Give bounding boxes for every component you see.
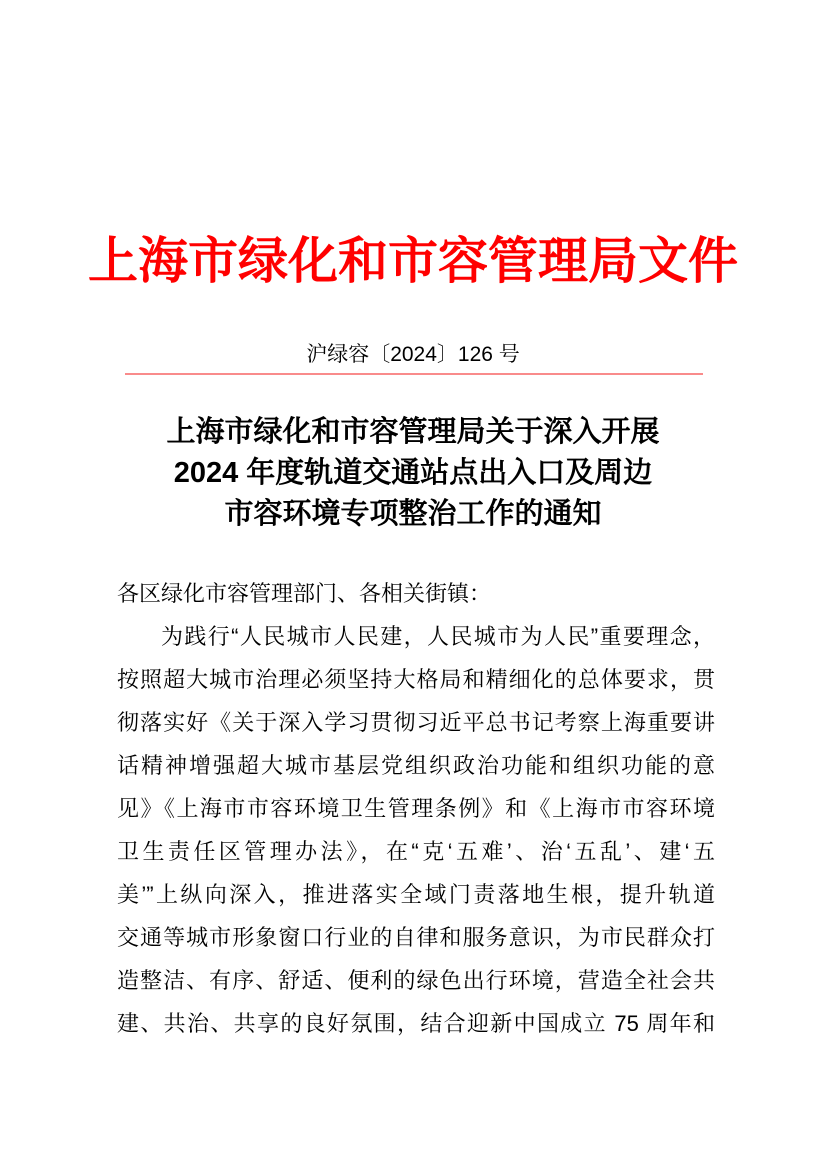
body-line: 彻落实好《关于深入学习贯彻习近平总书记考察上海重要讲 [117, 710, 715, 735]
body-line: 按照超大城市治理必须坚持大格局和精细化的总体要求，贯 [117, 667, 715, 692]
document-reference-number: 沪绿容〔2024〕126 号 [306, 343, 520, 366]
body-line: 造整洁、有序、舒适、便利的绿色出行环境，营造全社会共 [117, 968, 715, 993]
salutation-line: 各区绿化市容管理部门、各相关街镇： [117, 581, 492, 606]
document-body [117, 572, 715, 1045]
body-line: 为践行“人民城市人民建，人民城市为人民”重要理念， [161, 624, 715, 649]
body-line: 建、共治、共享的良好氛围，结合迎新中国成立 75 周年和 [117, 1011, 715, 1036]
document-title-line-2: 2024 年度轨道交通站点出入口及周边 [173, 457, 653, 489]
letterhead-org-title: 上海市绿化和市容管理局文件 [88, 233, 738, 289]
body-line: 卫生责任区管理办法》，在“克‘五难’、治‘五乱’、建‘五 [117, 839, 715, 864]
body-line: 话精神增强超大城市基层党组织政治功能和组织功能的意 [117, 753, 715, 778]
document-title-line-3: 市容环境专项整治工作的通知 [224, 498, 602, 530]
document-title-line-1: 上海市绿化和市容管理局关于深入开展 [166, 416, 660, 448]
body-line: 见》《上海市市容环境卫生管理条例》和《上海市市容环境 [117, 796, 715, 821]
body-line: 交通等城市形象窗口行业的自律和服务意识，为市民群众打 [117, 925, 715, 950]
body-line: 美’”上纵向深入，推进落实全域门责落地生根，提升轨道 [117, 882, 715, 907]
letterhead-red-divider [125, 373, 703, 375]
document-title [114, 412, 712, 535]
